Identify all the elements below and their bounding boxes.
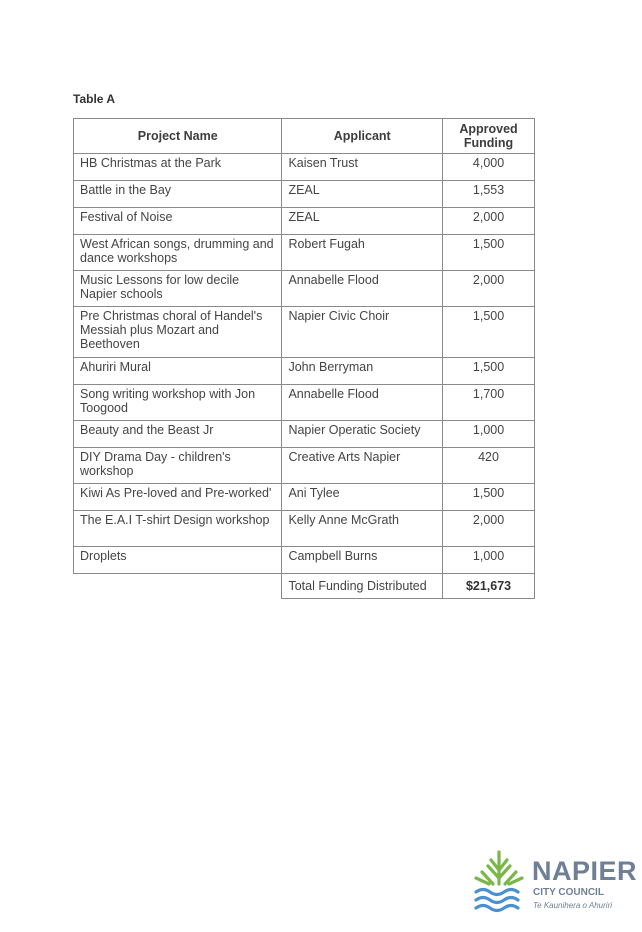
total-blank-cell xyxy=(74,574,282,599)
cell-applicant: Kaisen Trust xyxy=(282,154,443,181)
header-approved-funding: Approved Funding xyxy=(443,119,535,154)
cell-project: Festival of Noise xyxy=(74,208,282,235)
cell-funding: 1,700 xyxy=(443,385,535,421)
cell-applicant: Napier Operatic Society xyxy=(282,421,443,448)
header-project-name: Project Name xyxy=(74,119,282,154)
cell-applicant: ZEAL xyxy=(282,208,443,235)
table-row xyxy=(74,421,535,448)
logo-council: CITY COUNCIL xyxy=(533,887,604,898)
cell-applicant: Ani Tylee xyxy=(282,484,443,511)
table-row xyxy=(74,154,535,181)
napier-emblem-icon xyxy=(468,848,530,918)
cell-funding: 420 xyxy=(443,448,535,484)
cell-funding: 1,500 xyxy=(443,484,535,511)
table-row xyxy=(74,307,535,358)
cell-funding: 1,000 xyxy=(443,421,535,448)
cell-applicant: ZEAL xyxy=(282,181,443,208)
cell-project: West African songs, drumming and dance workshops xyxy=(74,235,282,271)
cell-funding: 4,000 xyxy=(443,154,535,181)
total-label: Total Funding Distributed xyxy=(282,574,443,599)
cell-project: Beauty and the Beast Jr xyxy=(74,421,282,448)
funding-table xyxy=(73,118,535,599)
header-applicant: Applicant xyxy=(282,119,443,154)
cell-funding: 1,000 xyxy=(443,547,535,574)
cell-funding: 1,500 xyxy=(443,358,535,385)
cell-funding: 2,000 xyxy=(443,511,535,547)
cell-funding: 2,000 xyxy=(443,271,535,307)
cell-funding: 1,553 xyxy=(443,181,535,208)
cell-project: Music Lessons for low decile Napier schools xyxy=(74,271,282,307)
cell-project: DIY Drama Day - children's workshop xyxy=(74,448,282,484)
table-header-row xyxy=(74,119,535,154)
total-row xyxy=(74,574,535,599)
table-row xyxy=(74,208,535,235)
table-row xyxy=(74,484,535,511)
cell-applicant: Annabelle Flood xyxy=(282,271,443,307)
cell-applicant: Campbell Burns xyxy=(282,547,443,574)
cell-project: The E.A.I T-shirt Design workshop xyxy=(74,511,282,547)
cell-project: Song writing workshop with Jon Toogood xyxy=(74,385,282,421)
cell-funding: 2,000 xyxy=(443,208,535,235)
cell-project: HB Christmas at the Park xyxy=(74,154,282,181)
total-value: $21,673 xyxy=(443,574,535,599)
logo-name: NAPIER xyxy=(532,856,638,886)
table-row xyxy=(74,511,535,547)
table-row xyxy=(74,448,535,484)
cell-project: Droplets xyxy=(74,547,282,574)
cell-applicant: Creative Arts Napier xyxy=(282,448,443,484)
cell-applicant: Kelly Anne McGrath xyxy=(282,511,443,547)
cell-applicant: Annabelle Flood xyxy=(282,385,443,421)
cell-project: Ahuriri Mural xyxy=(74,358,282,385)
table-row xyxy=(74,385,535,421)
cell-project: Battle in the Bay xyxy=(74,181,282,208)
cell-applicant: John Berryman xyxy=(282,358,443,385)
logo-maori-name: Te Kaunihera o Ahuriri xyxy=(533,901,613,910)
table-row xyxy=(74,181,535,208)
cell-funding: 1,500 xyxy=(443,307,535,358)
cell-project: Pre Christmas choral of Handel's Messiah plus Mozart and Beethoven xyxy=(74,307,282,358)
cell-project: Kiwi As Pre-loved and Pre-worked' xyxy=(74,484,282,511)
cell-funding: 1,500 xyxy=(443,235,535,271)
napier-city-council-logo xyxy=(468,848,636,918)
table-row xyxy=(74,358,535,385)
table-caption: Table A xyxy=(73,92,116,106)
table-row xyxy=(74,235,535,271)
cell-applicant: Napier Civic Choir xyxy=(282,307,443,358)
table-row xyxy=(74,271,535,307)
cell-applicant: Robert Fugah xyxy=(282,235,443,271)
table-row xyxy=(74,547,535,574)
